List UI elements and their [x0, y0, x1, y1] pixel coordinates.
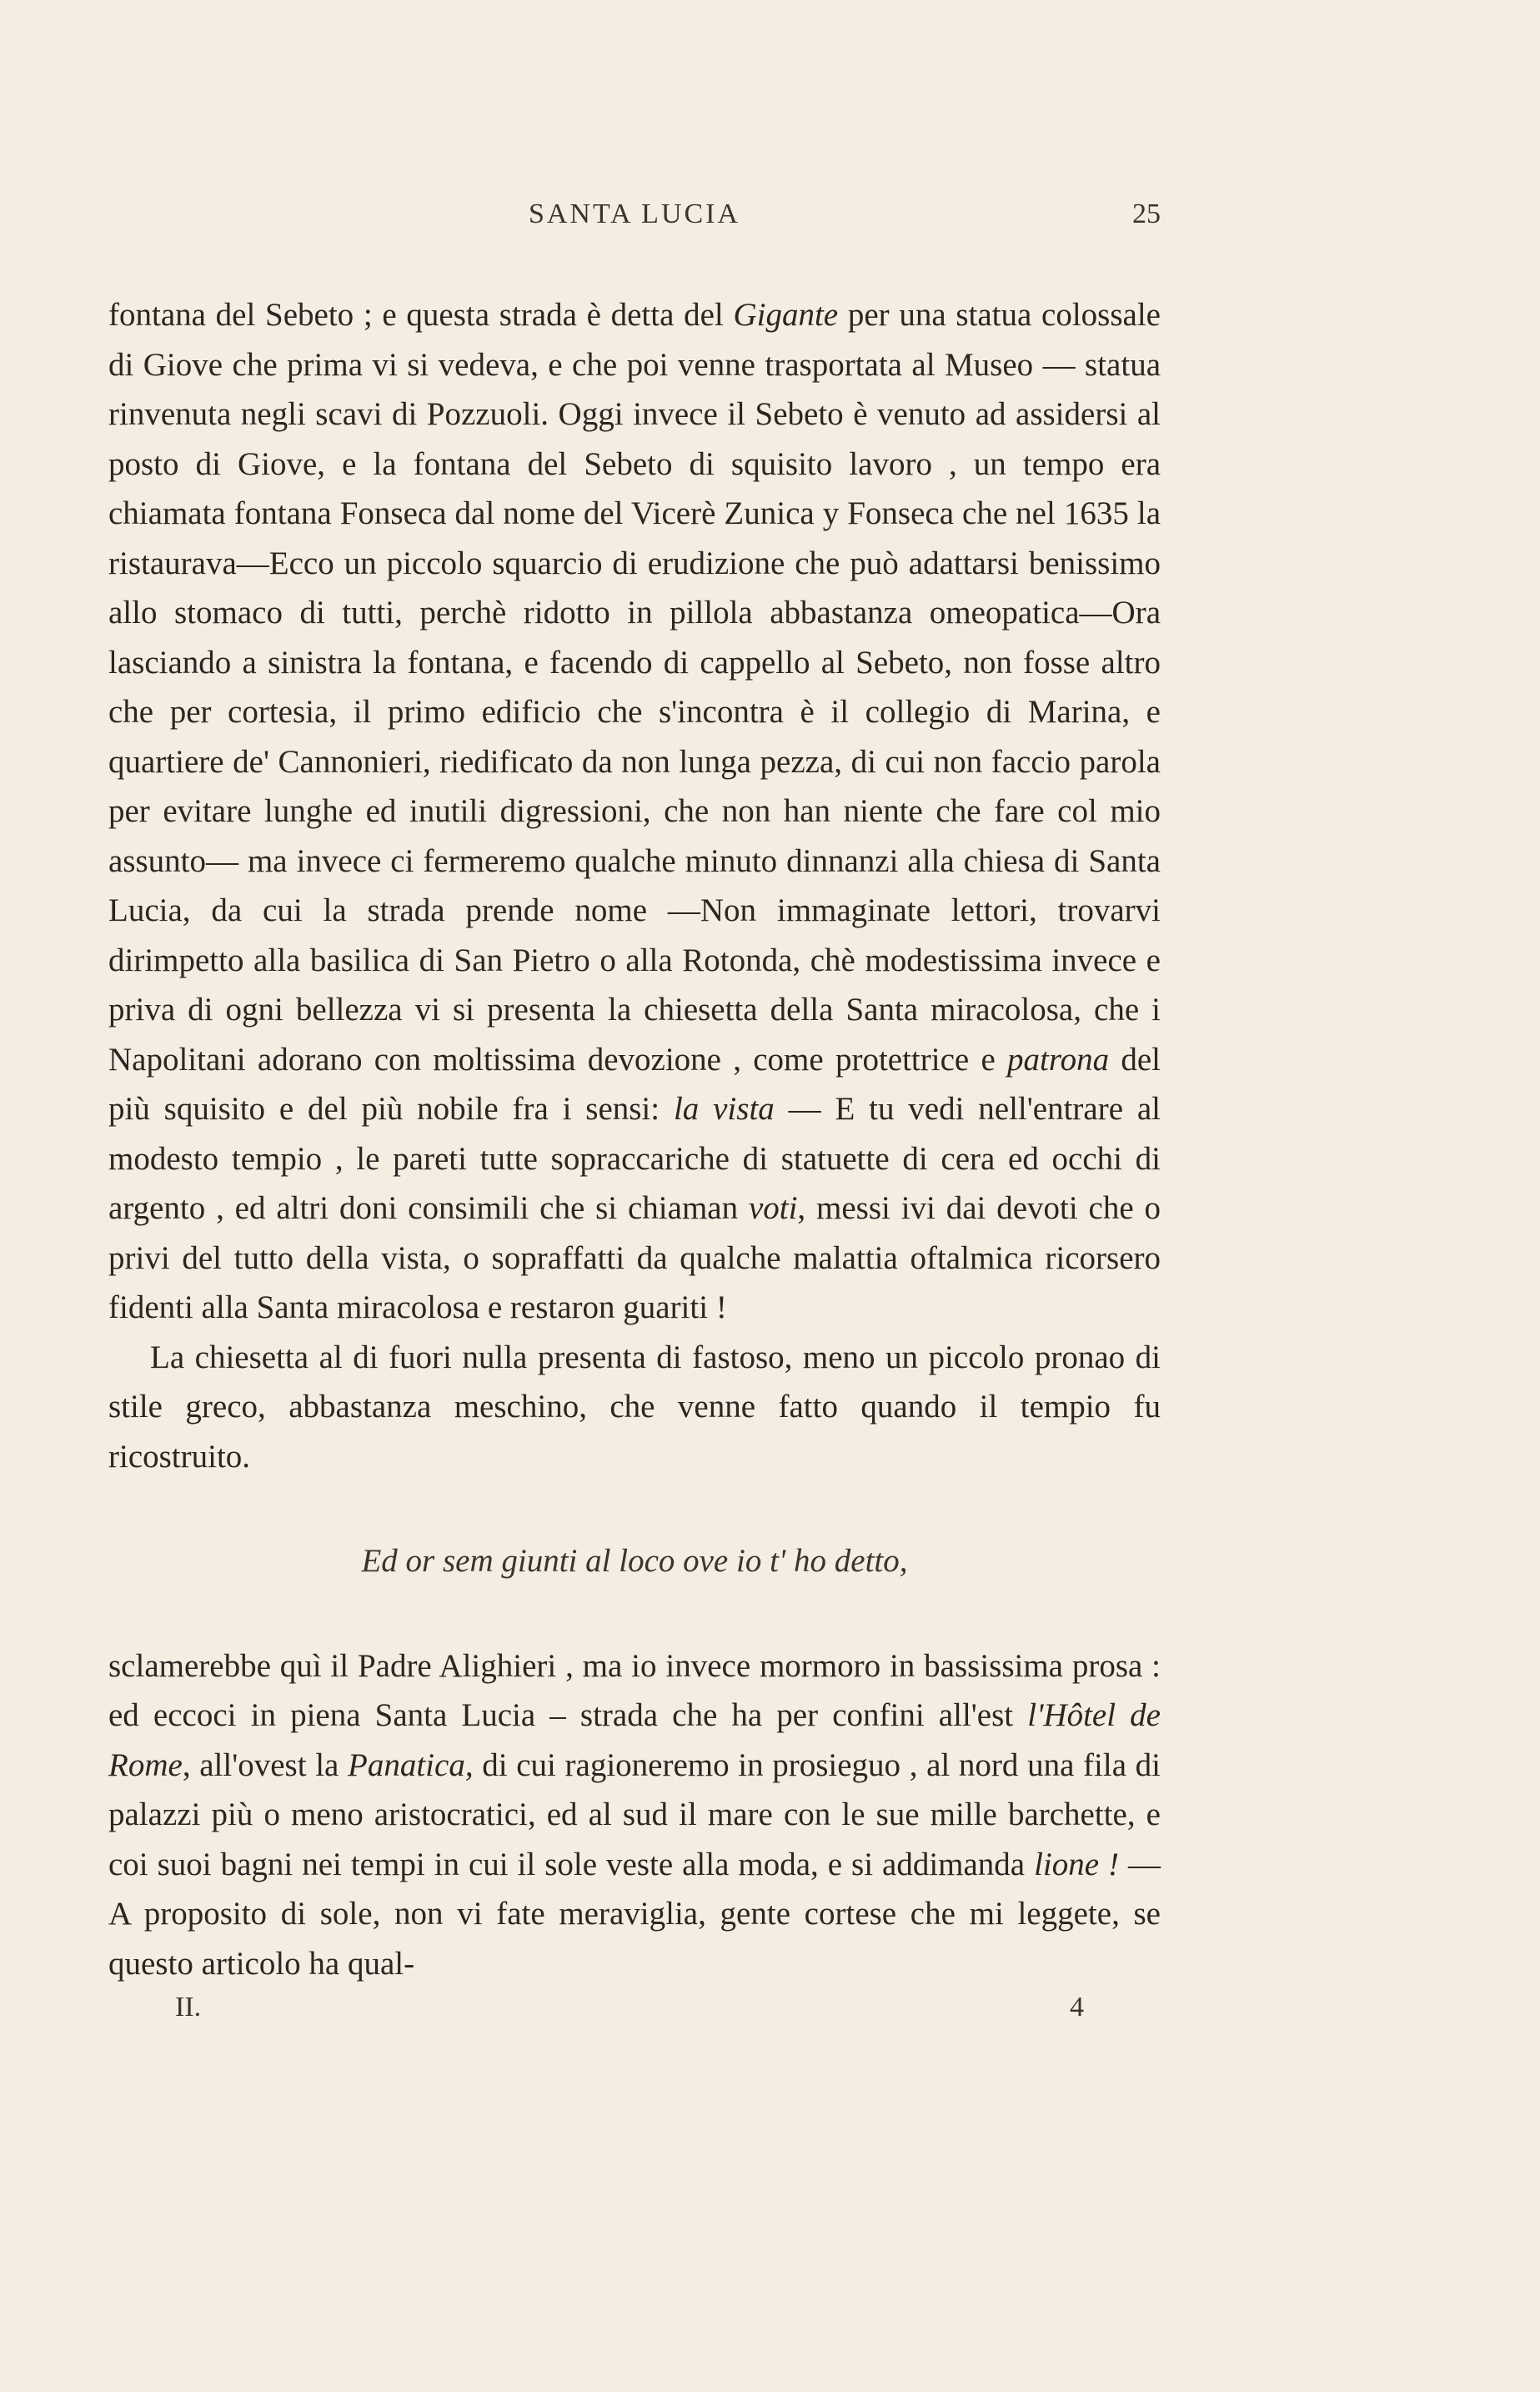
- paragraph-2: La chiesetta al di fuori nulla presenta di fastoso, meno un piccolo pronao di stile greco, abbastanza meschino, che venne fatto quando il tempio fu ricostruito.: [108, 1339, 1161, 1475]
- italic-term: Panatica,: [348, 1746, 474, 1783]
- page-header: [108, 198, 1161, 249]
- italic-term: voti: [748, 1190, 798, 1226]
- italic-term: patrona: [1007, 1041, 1110, 1078]
- body-text: [108, 290, 1161, 1988]
- italic-term: la vista: [673, 1091, 775, 1127]
- paragraph-3: sclamerebbe quì il Padre Alighieri , ma io invece mormoro in bassissima prosa : ed eccoci in piena Santa Lucia – strada che ha per confini all'est l'Hôtel de Rome, all'ovest la Panatica, di cui ragioneremo in prosieguo , al nord una fila di palazzi più o meno aristocratici, ed al sud il mare con le sue mille barchette, e coi suoi bagni nei tempi in cui il sole veste alla moda, e si addimanda lione ! —A proposito di sole, non vi fate meraviglia, gente cortese che mi leggete, se questo articolo ha qual-: [108, 1647, 1161, 1982]
- italic-term: l'Hôtel de Rome: [108, 1697, 1161, 1783]
- page-number: 25: [1132, 198, 1161, 229]
- italic-term: Gigante: [733, 297, 839, 333]
- paragraph-1: fontana del Sebeto ; e questa strada è detta del Gigante per una statua colossale di Giove che prima vi si vedeva, e che poi venne trasportata al Museo — statua rinvenuta negli scavi di Pozzuoli. Oggi invece il Sebeto è venuto ad assidersi al posto di Giove, e la fontana del Sebeto di squisito lavoro , un tempo era chiamata fontana Fonseca dal nome del Vicerè Zunica y Fonseca che nel 1635 la ristaurava—Ecco un piccolo squarcio di erudizione che può adattarsi benissimo allo stomaco di tutti, perchè ridotto in pillola abbastanza omeopatica—Ora lasciando a sinistra la fontana, e facendo di cappello al Sebeto, non fosse altro che per cortesia, il primo edificio che s'incontra è il collegio di Marina, e quartiere de' Cannonieri, riedificato da non lunga pezza, di cui non faccio parola per evitare lunghe ed inutili digressioni, che non han niente che fare col mio assunto— ma invece ci fermeremo qualche minuto dinnanzi alla chiesa di Santa Lucia, da cui la strada prende nome —Non immaginate lettori, trovarvi dirimpetto alla basilica di San Pietro o alla Rotonda, chè modestissima invece e priva di ogni bellezza vi si presenta la chiesetta della Santa miracolosa, che i Napolitani adorano con moltissima devozione , come protettrice e patrona del più squisito e del più nobile fra i sensi: la vista — E tu vedi nell'entrare al modesto tempio , le pareti tutte sopraccariche di statuette di cera ed occhi di argento , ed altri doni consimili che si chiaman voti, messi ivi dai devoti che o privi del tutto della vista, o sopraffatti da qualche malattia oftalmica ricorsero fidenti alla Santa miracolosa e restaron guariti !: [108, 297, 1161, 1325]
- signature-mark: II.: [175, 1992, 202, 2023]
- running-head: SANTA LUCIA: [528, 198, 741, 229]
- signature-number: 4: [1070, 1992, 1084, 2023]
- verse-quotation: Ed or sem giunti al loco ove io t' ho detto,: [361, 1543, 908, 1579]
- italic-term: lione !: [1034, 1846, 1120, 1882]
- page-footer: [175, 1992, 1084, 2033]
